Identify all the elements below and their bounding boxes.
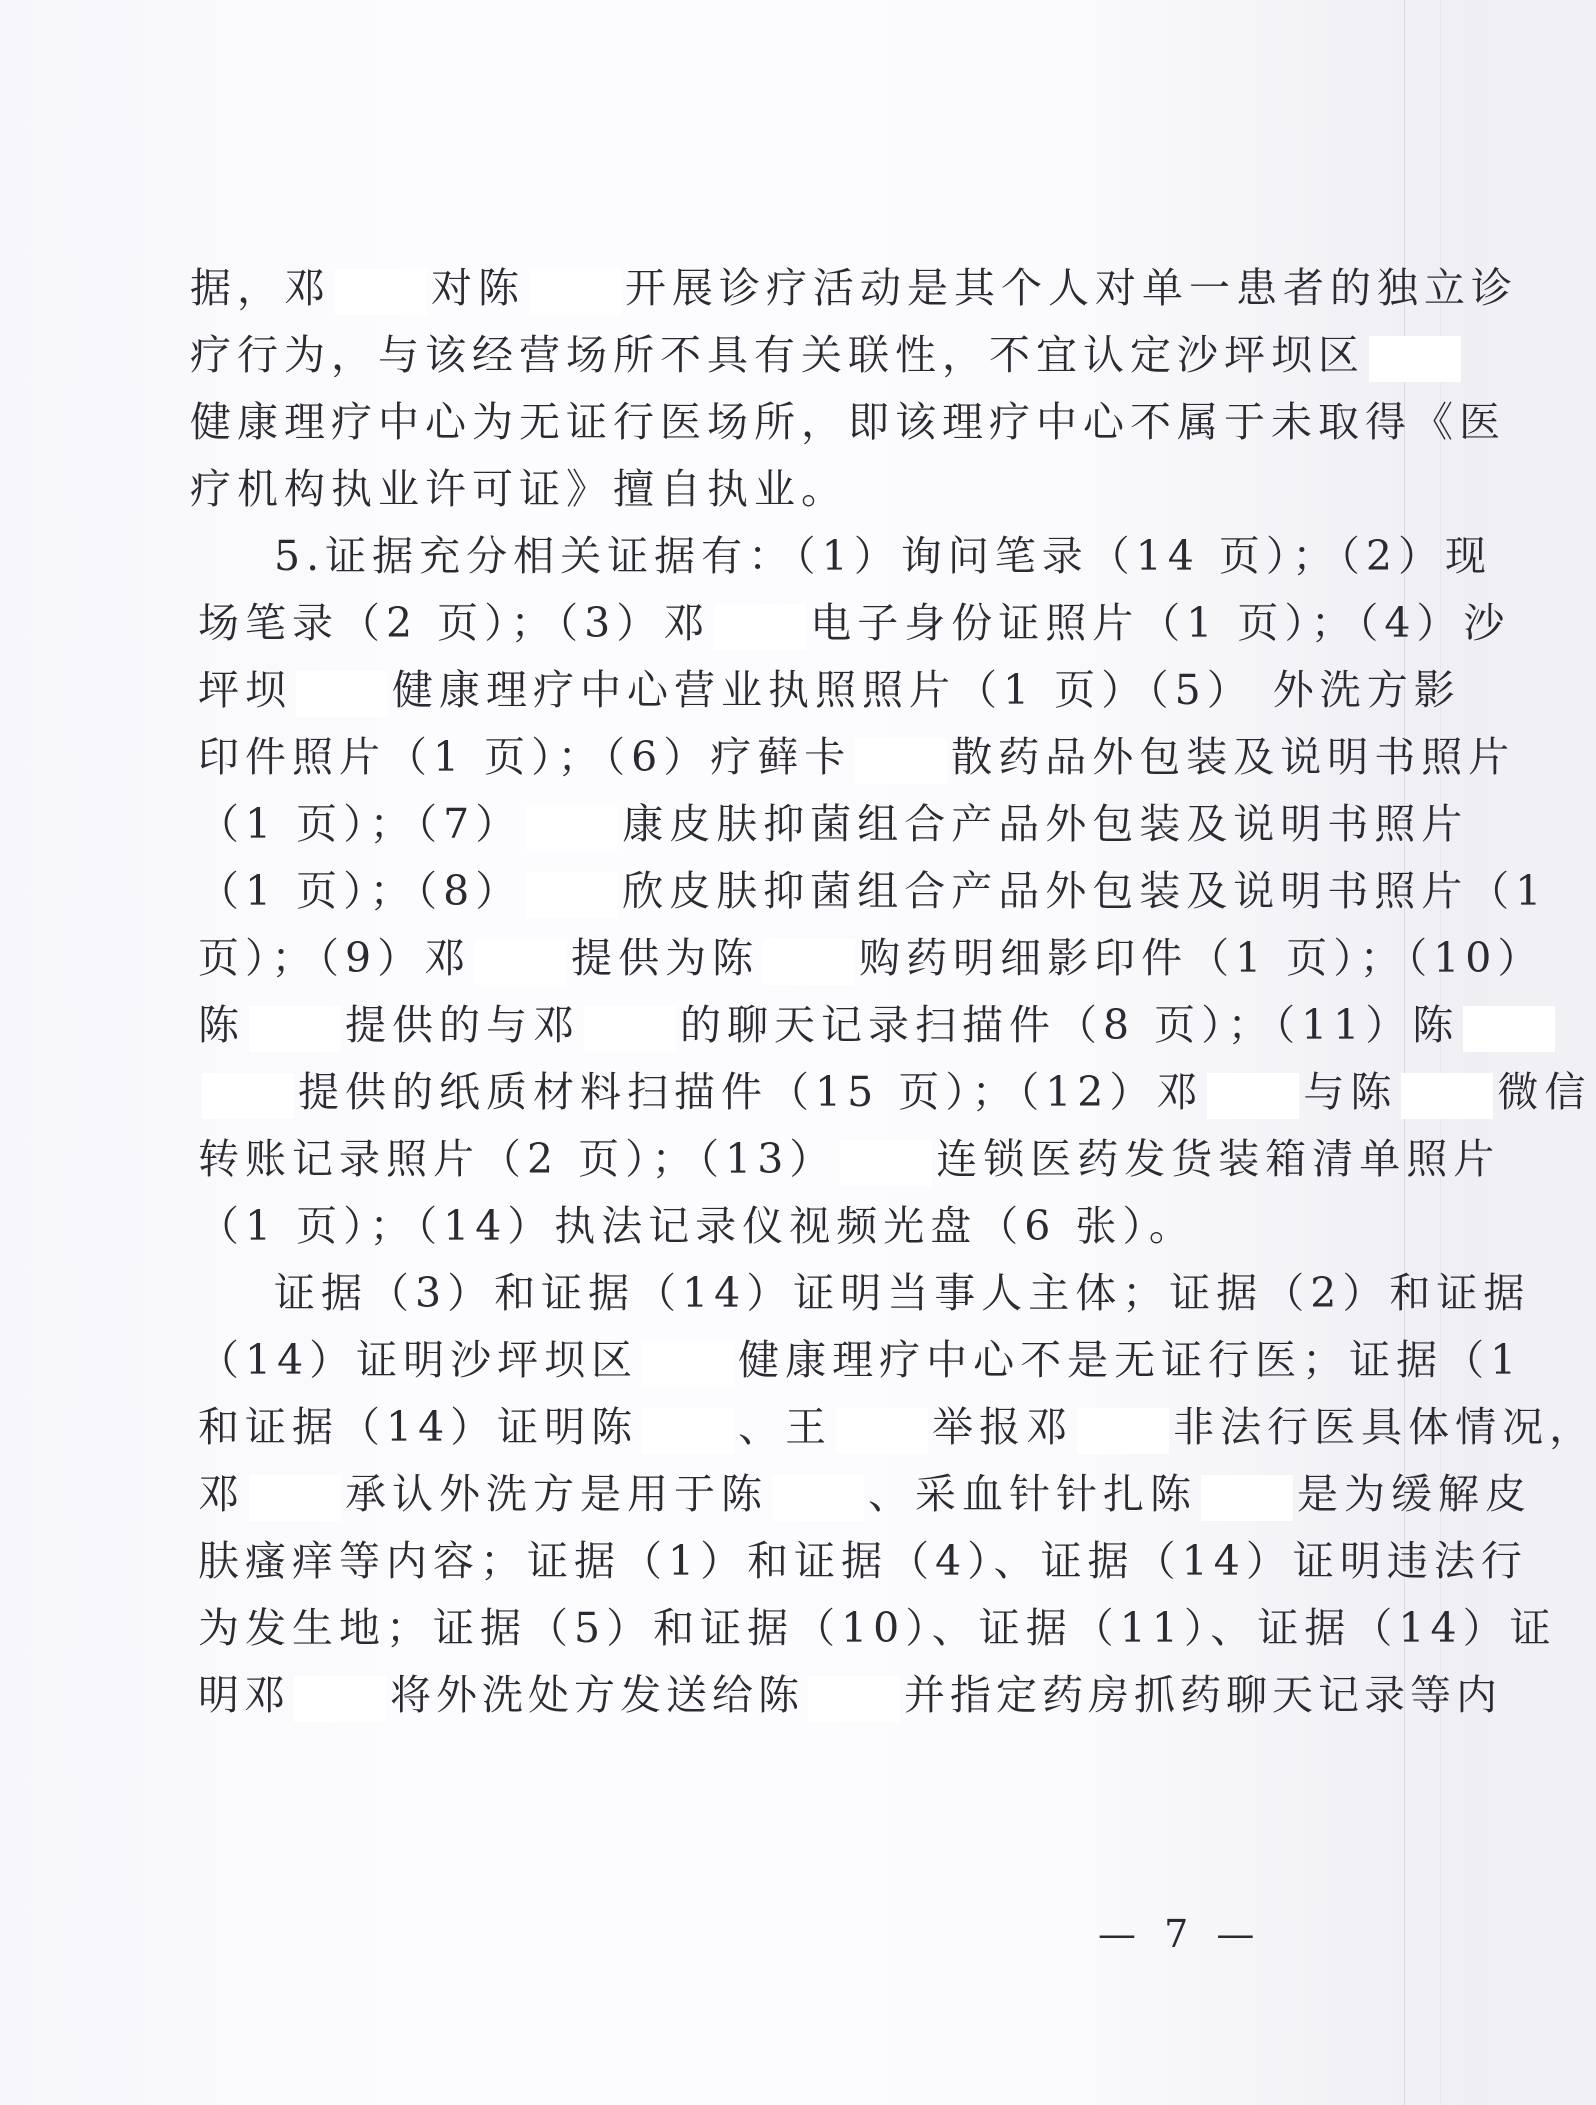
text-line <box>190 791 1469 858</box>
redaction-box <box>772 1475 864 1521</box>
redaction-box <box>584 1006 676 1052</box>
text-line <box>190 1461 1532 1528</box>
text-segment: 欣皮肤抑菌组合产品外包装及说明书照片（1 <box>622 867 1548 915</box>
text-line <box>190 724 1516 791</box>
text-segment: 将外洗处方发送给陈 <box>390 1671 804 1719</box>
text-segment: 非法行医具体情况， <box>1173 1403 1596 1451</box>
text-segment: （1 页）；（7） <box>198 800 523 848</box>
text-segment: 健康理疗中心营业执照照片（1 页）（5） 外洗方影 <box>392 666 1461 714</box>
redaction-box <box>642 1408 734 1454</box>
redaction-box <box>526 872 618 918</box>
text-line <box>190 1327 1523 1394</box>
text-segment: 场笔录（2 页）；（3）邓 <box>198 599 711 647</box>
redaction-box <box>763 939 855 985</box>
text-segment: 和证据（14）证明陈 <box>198 1403 639 1451</box>
text-segment: 为发生地；证据（5）和证据（10）、证据（11）、证据（14）证 <box>198 1604 1557 1652</box>
text-segment: 疗机构执业许可证》擅自执业。 <box>190 465 848 513</box>
document-body <box>190 255 1596 1729</box>
text-segment: 举报邓 <box>932 1403 1074 1451</box>
text-line <box>190 1260 1531 1327</box>
text-segment: 对陈 <box>431 264 525 312</box>
text-line <box>190 1394 1596 1461</box>
text-segment: 、王 <box>738 1403 833 1451</box>
text-segment: 邓 <box>198 1470 245 1518</box>
text-segment: 购药明细影印件（1 页）；（10） <box>859 934 1545 982</box>
text-line <box>190 590 1511 657</box>
text-segment: （1 页）；（8） <box>198 867 523 915</box>
text-segment: 承认外洗方是用于陈 <box>345 1470 768 1518</box>
text-segment: 康皮肤抑菌组合产品外包装及说明书照片 <box>622 800 1469 848</box>
text-line <box>190 1193 1330 1260</box>
redaction-box <box>475 939 567 985</box>
redaction-box <box>714 604 806 650</box>
text-segment: 提供的纸质材料扫描件（15 页）；（12）邓 <box>298 1068 1204 1116</box>
text-line <box>190 1528 1528 1595</box>
scan-edge-line <box>1404 0 1405 2105</box>
text-segment: 开展诊疗活动是其个人对单一患者的独立诊 <box>625 264 1518 312</box>
text-segment: 陈 <box>198 1001 245 1049</box>
redaction-box <box>855 738 947 784</box>
text-segment: 坪坝 <box>198 666 292 714</box>
text-line <box>190 322 1365 389</box>
redaction-box <box>526 805 618 851</box>
text-segment: 散药品外包装及说明书照片 <box>951 733 1516 781</box>
text-segment: 电子身份证照片（1 页）；（4）沙 <box>810 599 1511 647</box>
text-segment: 明邓 <box>198 1671 290 1719</box>
text-line <box>190 925 1545 992</box>
text-line <box>190 1662 1502 1729</box>
redaction-box <box>1369 336 1461 382</box>
text-line <box>190 858 1548 925</box>
redaction-box <box>1401 1073 1493 1119</box>
text-segment: 转账记录照片（2 页）；（13） <box>198 1135 837 1183</box>
redaction-box <box>202 1073 294 1119</box>
text-segment: 健康理疗中心不是无证行医；证据（1 <box>738 1336 1523 1384</box>
text-segment: 证据（3）和证据（14）证明当事人主体；证据（2）和证据 <box>274 1269 1531 1317</box>
text-segment: （14）证明沙坪坝区 <box>198 1336 639 1384</box>
redaction-box <box>1077 1408 1169 1454</box>
redaction-box <box>1207 1073 1299 1119</box>
text-segment: 连锁医药发货装箱清单照片 <box>936 1135 1501 1183</box>
text-segment: 印件照片（1 页）；（6）疗藓卡 <box>198 733 852 781</box>
text-line <box>190 1595 1557 1662</box>
text-segment: 微信 <box>1497 1068 1592 1116</box>
redaction-box <box>1201 1475 1293 1521</box>
scan-edge-line <box>1440 0 1441 2105</box>
redaction-box <box>249 1006 341 1052</box>
text-line <box>190 389 1506 456</box>
text-line <box>190 992 1460 1059</box>
text-segment: 、采血针针扎陈 <box>868 1470 1197 1518</box>
text-segment: 健康理疗中心为无证行医场所，即该理疗中心不属于未取得《医 <box>190 398 1506 446</box>
page-number: — 7 — <box>1098 1912 1263 1956</box>
redaction-box <box>836 1408 928 1454</box>
redaction-box <box>296 671 388 717</box>
text-line <box>190 255 1518 322</box>
text-segment: 是为缓解皮 <box>1297 1470 1532 1518</box>
redaction-box <box>808 1676 900 1722</box>
text-line <box>190 657 1461 724</box>
redaction-box <box>529 269 621 315</box>
text-line <box>190 1059 1592 1126</box>
redaction-box <box>642 1341 734 1387</box>
text-segment: 提供的与邓 <box>345 1001 580 1049</box>
text-segment: 并指定药房抓药聊天记录等内 <box>904 1671 1502 1719</box>
text-line <box>190 1126 1501 1193</box>
redaction-box <box>294 1676 386 1722</box>
text-segment: 提供为陈 <box>571 934 760 982</box>
text-segment: 的聊天记录扫描件（8 页）；（11）陈 <box>680 1001 1460 1049</box>
text-segment: （1 页）；（14）执法记录仪视频光盘（6 张）。 <box>198 1202 1196 1250</box>
text-segment: 5.证据充分相关证据有：（1）询问笔录（14 页）；（2）现 <box>274 532 1492 580</box>
text-segment: 疗行为，与该经营场所不具有关联性，不宜认定沙坪坝区 <box>190 331 1365 379</box>
text-segment: 肤瘙痒等内容；证据（1）和证据（4）、证据（14）证明违法行 <box>198 1537 1528 1585</box>
text-line <box>190 523 1492 590</box>
redaction-box <box>840 1140 932 1186</box>
text-segment: 与陈 <box>1303 1068 1398 1116</box>
text-line <box>190 456 1330 523</box>
redaction-box <box>335 269 427 315</box>
text-segment: 页）；（9）邓 <box>198 934 472 982</box>
text-segment: 据，邓 <box>190 264 331 312</box>
redaction-box <box>249 1475 341 1521</box>
redaction-box <box>1463 1006 1555 1052</box>
